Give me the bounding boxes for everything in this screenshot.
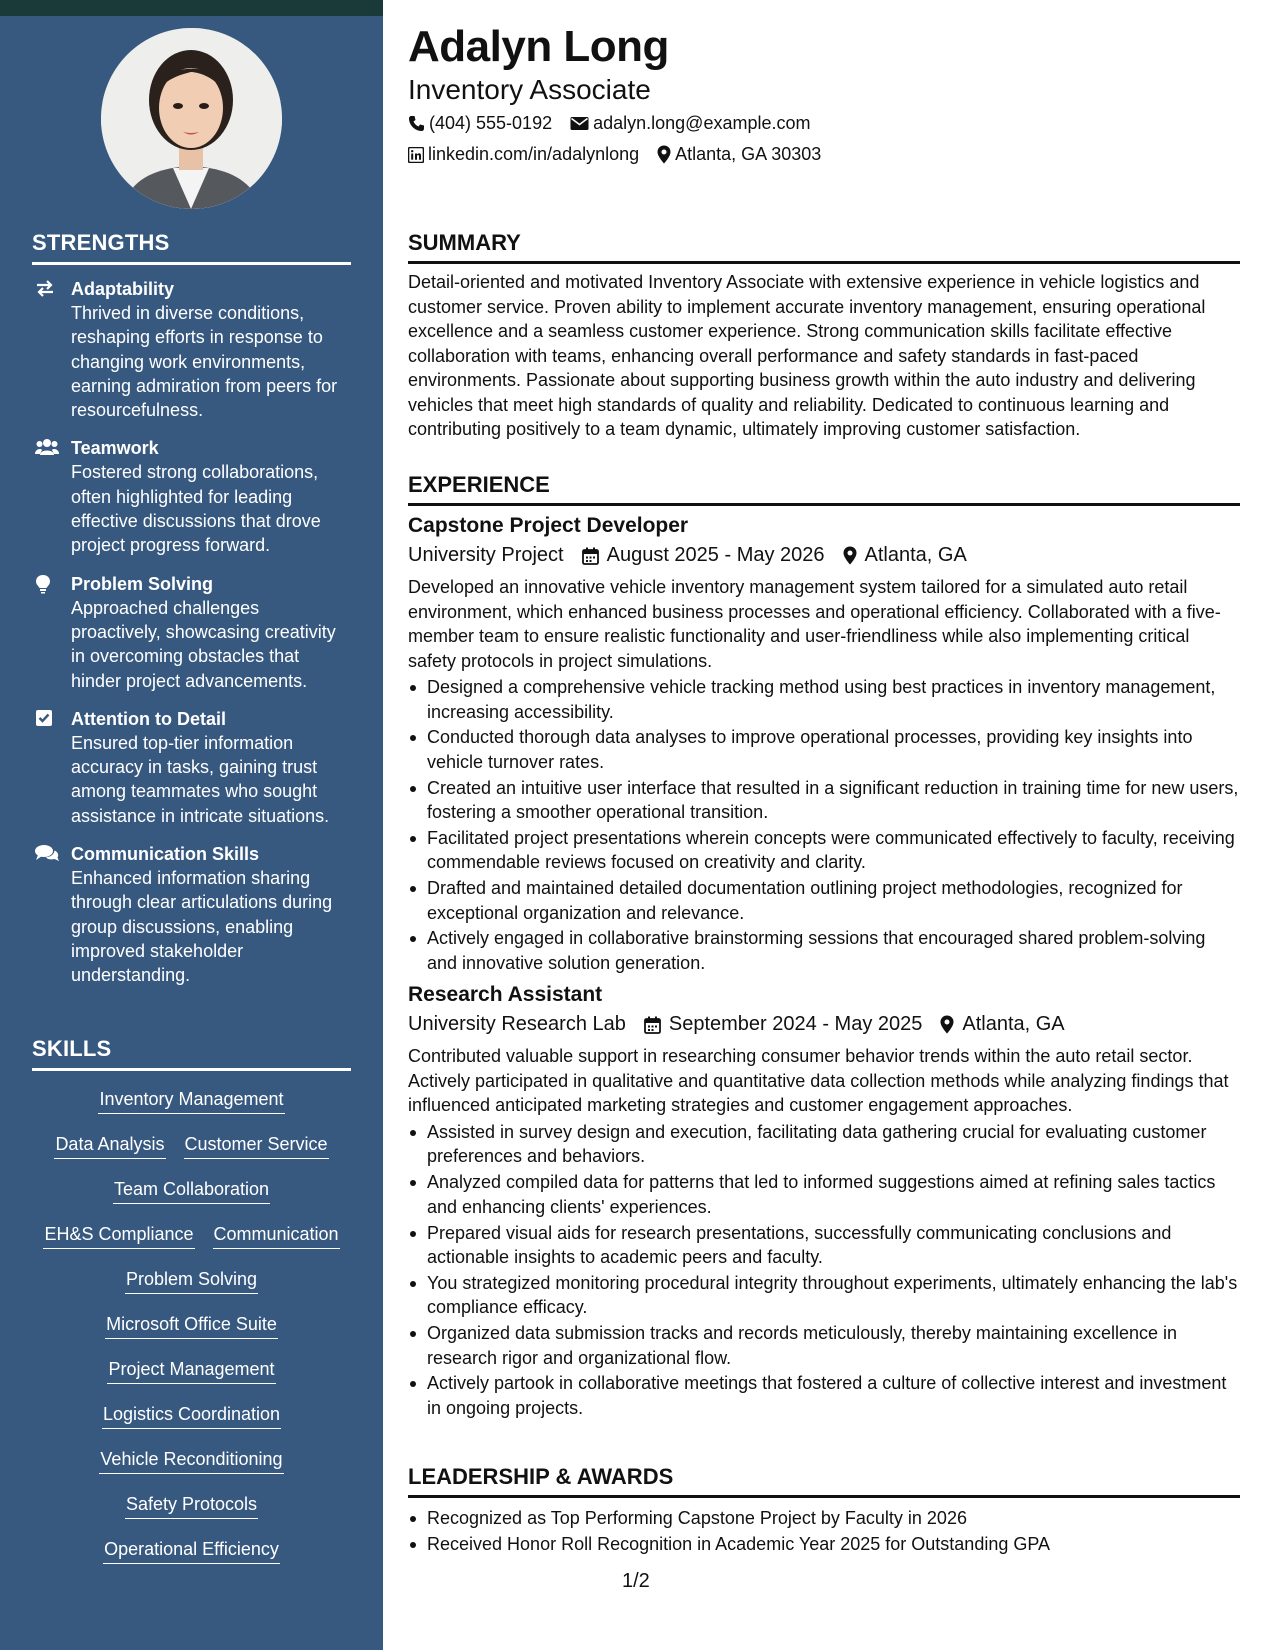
job-bullet: Conducted thorough data analyses to improve operational processes, providing key insights into vehicle turnover rates. [408, 725, 1240, 774]
linkedin-link[interactable]: linkedin.com/in/adalynlong [428, 144, 640, 164]
skill-tag: Inventory Management [98, 1087, 284, 1114]
skills-list [32, 1087, 351, 1582]
awards-list [408, 1506, 1240, 1556]
arrows-exchange-icon [32, 277, 71, 422]
award-item: Recognized as Top Performing Capstone Project by Faculty in 2026 [408, 1506, 1240, 1531]
skill-tag: Data Analysis [54, 1132, 165, 1159]
strengths-section [32, 230, 351, 988]
skill-tag: Operational Efficiency [103, 1537, 280, 1564]
profile-photo [101, 28, 282, 209]
strength-item [32, 572, 351, 693]
contact-row-1 [408, 113, 810, 134]
strength-desc: Thrived in diverse conditions, reshaping efforts in response to changing work environments, earning admiration from peers for resourcefulness. [71, 303, 338, 421]
job-bullet: Drafted and maintained detailed documentation outlining project methodologies, recognized for exceptional organization and relevance. [408, 876, 1240, 925]
sidebar-top-bar [0, 0, 383, 16]
summary-text: Detail-oriented and motivated Inventory Associate with extensive experience in vehicle logistics and customer service. Proven ability to implement accurate inventory management, ensuring operational excellence and a seamless customer experience. Strong communication skills facilitate effective collaboration with teams, enhancing overall performance and safety standards in fast-paced environments. Passionate about supporting business growth within the auto industry and delivering vehicles that meet high standards of quality and reliability. Dedicated to continuous learning and contributing positively to a team dynamic, ultimately improving customer satisfaction. [408, 272, 1206, 439]
awards-section [408, 1464, 1240, 1558]
job-bullet: Actively engaged in collaborative brainstorming sessions that encouraged shared problem-solving and innovative solution generation. [408, 926, 1240, 975]
page-indicator: 1/2 [622, 1570, 650, 1592]
email-link[interactable]: adalyn.long@example.com [593, 113, 811, 133]
strength-desc: Ensured top-tier information accuracy in tasks, gaining trust among teammates who sought assistance in intricate situations. [71, 732, 330, 826]
strength-item [32, 436, 351, 557]
job-meta [408, 544, 1240, 567]
job-bullets [408, 675, 1240, 975]
job-bullets [408, 1120, 1240, 1420]
envelope-icon [570, 116, 589, 131]
skill-tag: Communication [213, 1222, 340, 1249]
strength-name: Teamwork [71, 438, 159, 459]
summary-title: SUMMARY [408, 230, 1240, 264]
strength-name: Problem Solving [71, 573, 214, 594]
strength-item [32, 842, 351, 987]
skill-tag: Team Collaboration [113, 1177, 270, 1204]
strength-item [32, 277, 351, 422]
skill-tag: Customer Service [184, 1132, 329, 1159]
map-marker-icon [940, 1015, 954, 1034]
job-entry [408, 514, 1240, 975]
skill-tag: Project Management [107, 1357, 275, 1384]
job-description: Contributed valuable support in researching consumer behavior trends within the auto retail sector. Actively participated in qualitative and quantitative data collection methods while analyzing findings that influenced anticipated marketing strategies and customer engagement approaches. [408, 1046, 1229, 1116]
job-title: Capstone Project Developer [408, 514, 689, 537]
check-square-icon [32, 707, 71, 828]
strengths-title: STRENGTHS [32, 230, 351, 265]
job-meta [408, 1013, 1240, 1036]
awards-title: LEADERSHIP & AWARDS [408, 1464, 1240, 1498]
strength-name: Adaptability [71, 279, 175, 299]
skills-title: SKILLS [32, 1036, 351, 1071]
lightbulb-icon [32, 572, 71, 693]
job-description: Developed an innovative vehicle inventory management system tailored for a simulated auto retail environment, which enhanced business processes and operational efficiency. Collaborated with a five-member team to ensure realistic functionality and user-friendliness while also implementing critical safety protocols in project simulations. [408, 577, 1221, 671]
contact-row-2 [408, 144, 821, 165]
candidate-role: Inventory Associate [408, 74, 651, 105]
users-icon [32, 436, 71, 557]
summary-section [408, 230, 1240, 442]
award-item: Received Honor Roll Recognition in Academic Year 2025 for Outstanding GPA [408, 1532, 1240, 1557]
strength-desc: Fostered strong collaborations, often highlighted for leading effective discussions that drove project progress forward. [71, 462, 321, 556]
job-org: University Research Lab [408, 1013, 626, 1036]
skill-tag: Vehicle Reconditioning [99, 1447, 283, 1474]
job-bullet: Designed a comprehensive vehicle tracking method using best practices in inventory management, increasing accessibility. [408, 675, 1240, 724]
job-title: Research Assistant [408, 983, 603, 1007]
strength-desc: Approached challenges proactively, showcasing creativity in overcoming obstacles that hinder project advancements. [71, 597, 336, 691]
location-text: Atlanta, GA 30303 [675, 144, 822, 164]
comments-icon [32, 842, 71, 987]
job-location: Atlanta, GA [864, 544, 967, 566]
phone-text[interactable]: (404) 555-0192 [429, 113, 553, 133]
job-entry [408, 983, 1240, 1420]
job-bullet: Prepared visual aids for research presentations, successfully communicating conclusions and actionable insights to academic peers and faculty. [408, 1221, 1240, 1270]
skill-tag: Problem Solving [125, 1267, 258, 1294]
strength-item [32, 707, 351, 828]
job-bullet: Facilitated project presentations wherein concepts were communicated effectively to faculty, receiving commendable reviews focused on creativity and clarity. [408, 826, 1240, 875]
skill-tag: EH&S Compliance [43, 1222, 194, 1249]
calendar-icon [582, 547, 599, 565]
sidebar [0, 0, 383, 1650]
experience-section [408, 472, 1240, 1422]
linkedin-icon [408, 147, 424, 163]
strength-desc: Enhanced information sharing through clear articulations during group discussions, enabling improved stakeholder understanding. [71, 868, 333, 986]
phone-icon [408, 115, 425, 132]
strength-name: Attention to Detail [71, 708, 226, 729]
strength-name: Communication Skills [71, 844, 260, 865]
job-org: University Project [408, 544, 564, 566]
job-bullet: Analyzed compiled data for patterns that led to informed suggestions aimed at refining sales tactics and enhancing clients' experiences. [408, 1170, 1240, 1219]
job-dates: August 2025 - May 2026 [606, 544, 825, 566]
job-location: Atlanta, GA [962, 1013, 1065, 1036]
skill-tag: Microsoft Office Suite [105, 1312, 278, 1339]
job-bullet: Organized data submission tracks and records meticulously, thereby maintaining excellence in research rigor and organizational flow. [408, 1321, 1240, 1370]
skills-section [32, 1036, 351, 1582]
job-bullet: You strategized monitoring procedural integrity throughout experiments, ultimately enhancing the lab's compliance efficacy. [408, 1271, 1240, 1320]
calendar-icon [644, 1016, 661, 1034]
job-bullet: Actively partook in collaborative meetings that fostered a culture of collective interest and investment in ongoing projects. [408, 1371, 1240, 1420]
skill-tag: Safety Protocols [125, 1492, 258, 1519]
job-bullet: Created an intuitive user interface that resulted in a significant reduction in training time for new users, fostering a smoother operational transition. [408, 776, 1240, 825]
experience-title: EXPERIENCE [408, 472, 1240, 506]
job-bullet: Assisted in survey design and execution, facilitating data gathering crucial for evaluating customer preferences and behaviors. [408, 1120, 1240, 1169]
job-dates: September 2024 - May 2025 [668, 1013, 923, 1036]
skill-tag: Logistics Coordination [102, 1402, 281, 1429]
candidate-name: Adalyn Long [408, 22, 669, 71]
map-marker-icon [843, 546, 857, 565]
map-marker-icon [657, 145, 671, 164]
